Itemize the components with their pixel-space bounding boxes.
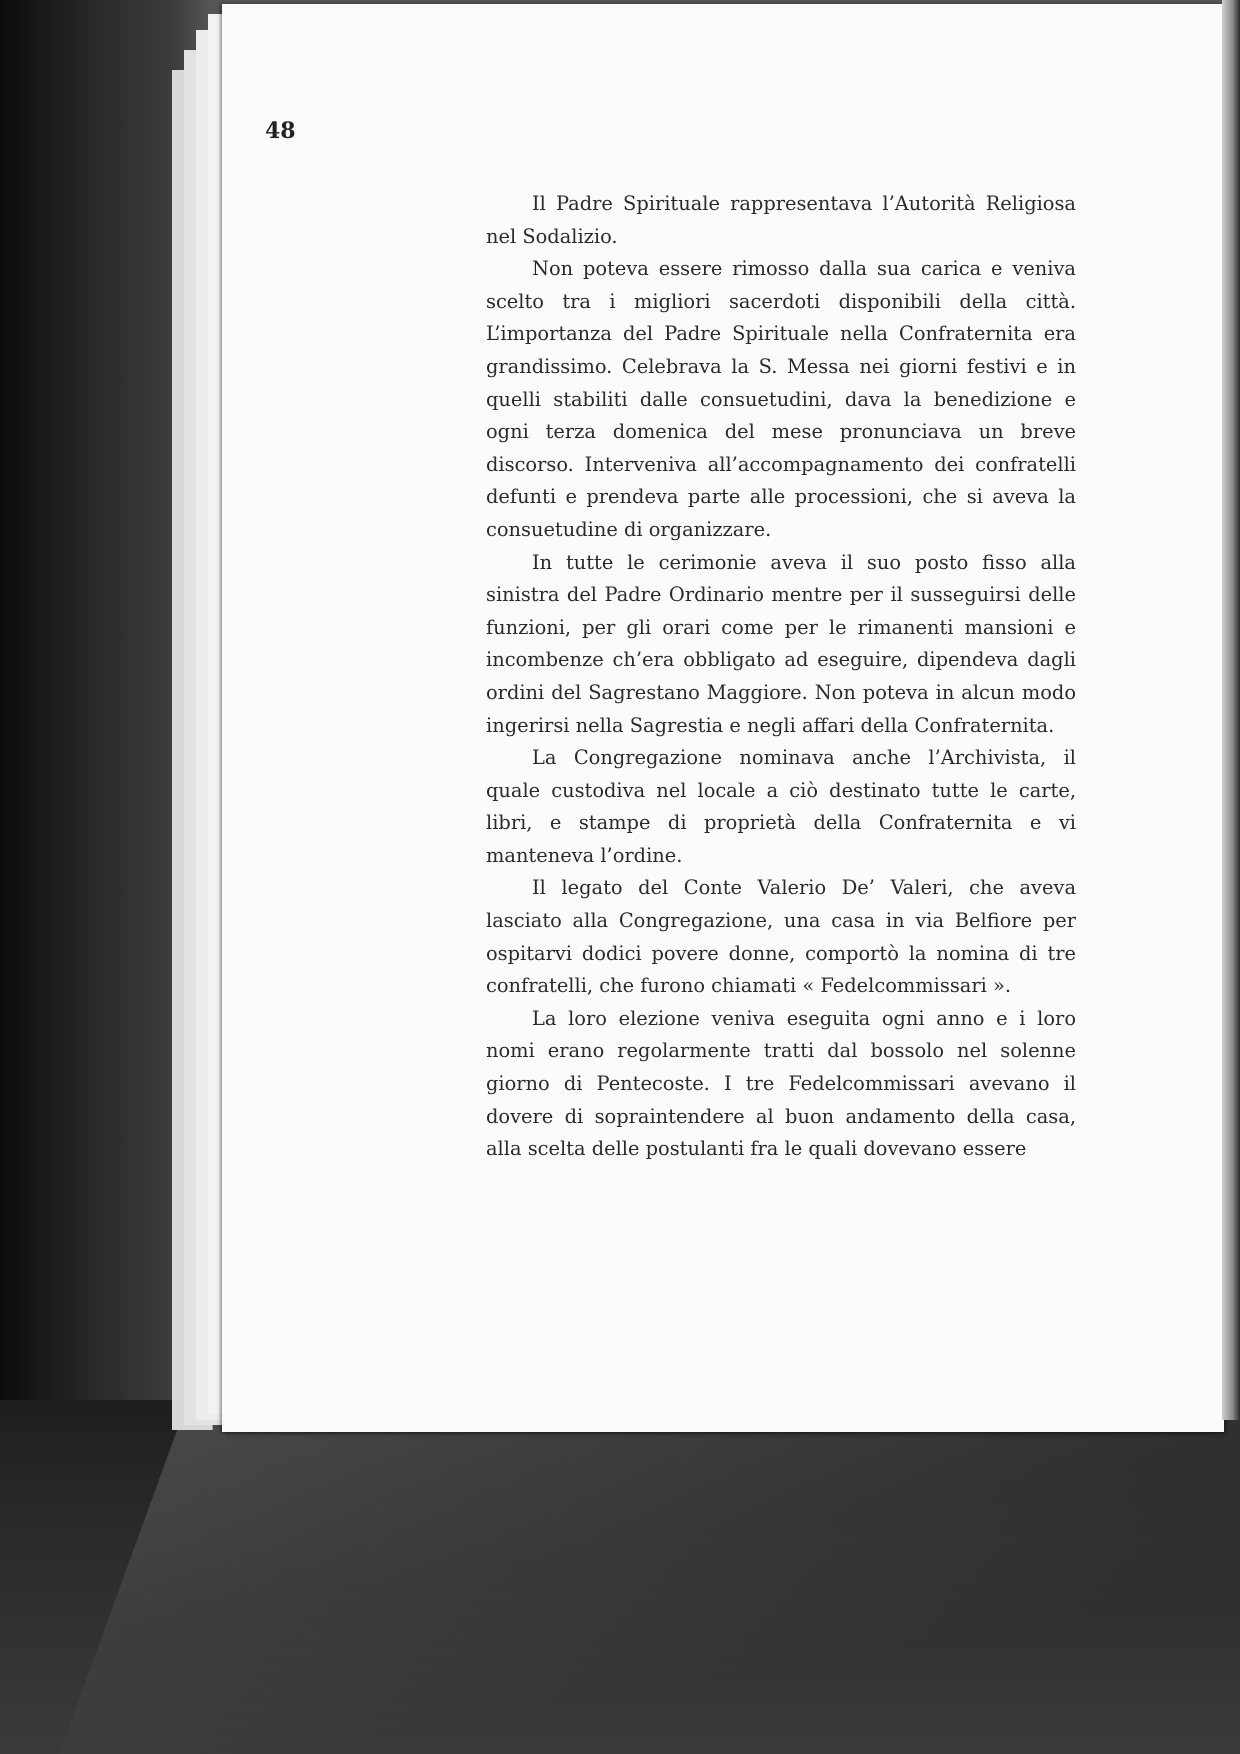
paragraph-3: In tutte le cerimonie aveva il suo posto fisso alla sinistra del Padre Ordinario mentre per il susseguirsi delle funzioni, per gli orari come per le rimanenti mansioni e incombenze ch’era obbligato ad eseguire, dipendeva dagli ordini del Sagrestano Maggiore. Non poteva in alcun modo ingerirsi nella Sagrestia e negli affari della Confraternita.	[486, 550, 1076, 737]
light-reflection	[59, 1420, 1240, 1754]
paragraph-2: Non poteva essere rimosso dalla sua carica e veniva scelto tra i migliori sacerdoti disponibili della città. L’importanza del Padre Spirituale nella Confraternita era grandissimo. Celebrava la S. Messa nei giorni festivi e in quelli stabiliti dalle consuetudini, dava la benedizione e ogni terza domenica del mese pronunciava un breve discorso. Interveniva all’accompagnamento dei confratelli defunti e prendeva parte alle processioni, che si aveva la consuetudine di organizzare.	[486, 257, 1076, 541]
paragraph-4: La Congregazione nominava anche l’Archivista, il quale custodiva nel locale a ciò destinato tutte le carte, libri, e stampe di proprietà della Confraternita e vi manteneva l’ordine.	[486, 746, 1076, 867]
paragraph-5: Il legato del Conte Valerio De’ Valeri, che aveva lasciato alla Congregazione, una casa in via Belfiore per ospitarvi dodici povere donne, comportò la nomina di tre confratelli, che furono chiamati « Fedelcommissari ».	[486, 876, 1076, 998]
page-gutter-shadow	[1222, 0, 1240, 1420]
page-body-text	[486, 188, 1076, 1166]
page-number: 48	[265, 118, 296, 144]
paragraph-1: Il Padre Spirituale rappresentava l’Autorità Religiosa nel Sodalizio.	[486, 192, 1076, 248]
paragraph-6: La loro elezione veniva eseguita ogni anno e i loro nomi erano regolarmente tratti dal bossolo nel solenne giorno di Pentecoste. I tre Fedelcommissari avevano il dovere di sopraintendere al buon andamento della casa, alla scelta delle postulanti fra le quali dovevano essere	[486, 1006, 1076, 1161]
